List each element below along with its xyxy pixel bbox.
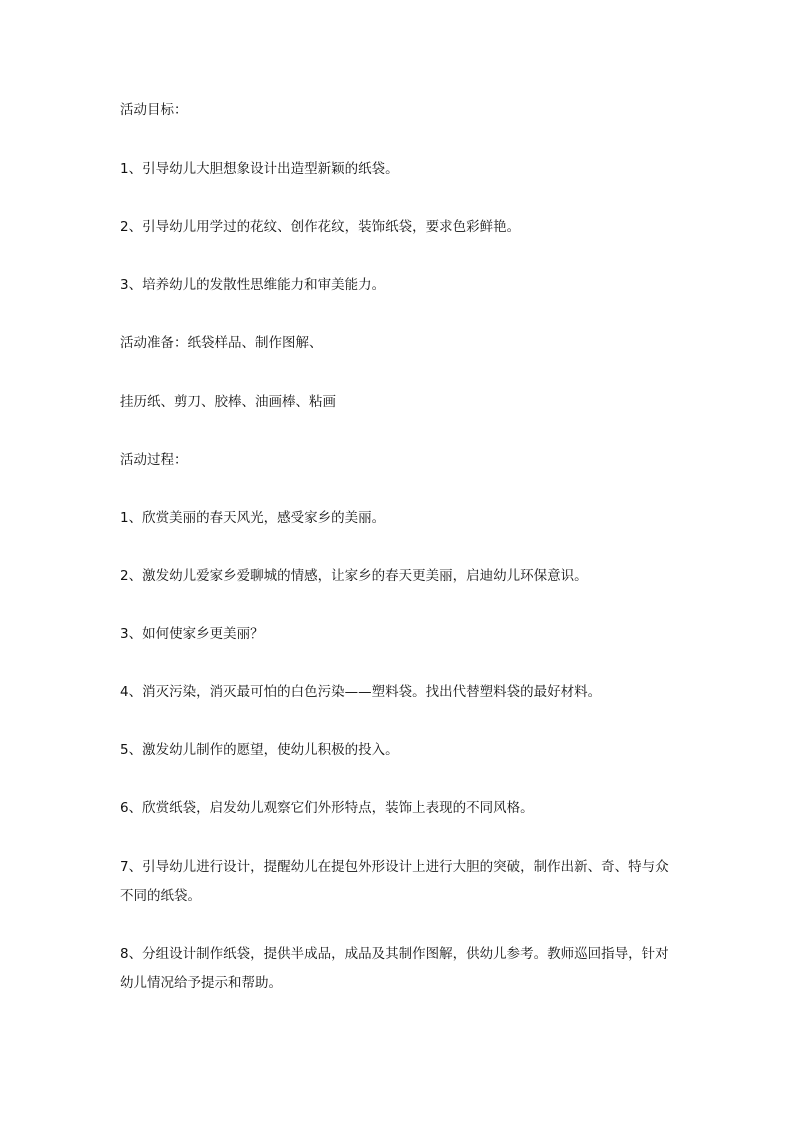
- process-step-3: 3、如何使家乡更美丽？: [120, 626, 264, 642]
- goal-item-3: 3、培养幼儿的发散性思维能力和审美能力。: [120, 277, 386, 293]
- heading-preparation: 活动准备：纸袋样品、制作图解、: [120, 335, 323, 351]
- process-step-4: 4、消灭污染，消灭最可怕的白色污染——塑料袋。找出代替塑料袋的最好材料。: [120, 684, 602, 700]
- heading-process: 活动过程：: [120, 452, 188, 468]
- process-step-6: 6、欣赏纸袋，启发幼儿观察它们外形特点，装饰上表现的不同风格。: [120, 800, 534, 816]
- process-step-7: 7、引导幼儿进行设计，提醒幼儿在提包外形设计上进行大胆的突破，制作出新、奇、特与众不同的纸袋。: [120, 859, 669, 904]
- goal-item-1: 1、引导幼儿大胆想象设计出造型新颖的纸袋。: [120, 161, 399, 177]
- process-step-2: 2、激发幼儿爱家乡爱聊城的情感，让家乡的春天更美丽，启迪幼儿环保意识。: [120, 568, 588, 584]
- goal-item-2: 2、引导幼儿用学过的花纹、创作花纹，装饰纸袋，要求色彩鲜艳。: [120, 219, 521, 235]
- process-step-1: 1、欣赏美丽的春天风光，感受家乡的美丽。: [120, 510, 386, 526]
- heading-goals: 活动目标：: [120, 102, 188, 118]
- process-step-5: 5、激发幼儿制作的愿望，使幼儿积极的投入。: [120, 742, 399, 758]
- preparation-materials: 挂历纸、剪刀、胶棒、油画棒、粘画: [120, 394, 336, 410]
- process-step-8: 8、分组设计制作纸袋，提供半成品，成品及其制作图解，供幼儿参考。教师巡回指导，针对幼儿情况给予提示和帮助。: [120, 946, 669, 991]
